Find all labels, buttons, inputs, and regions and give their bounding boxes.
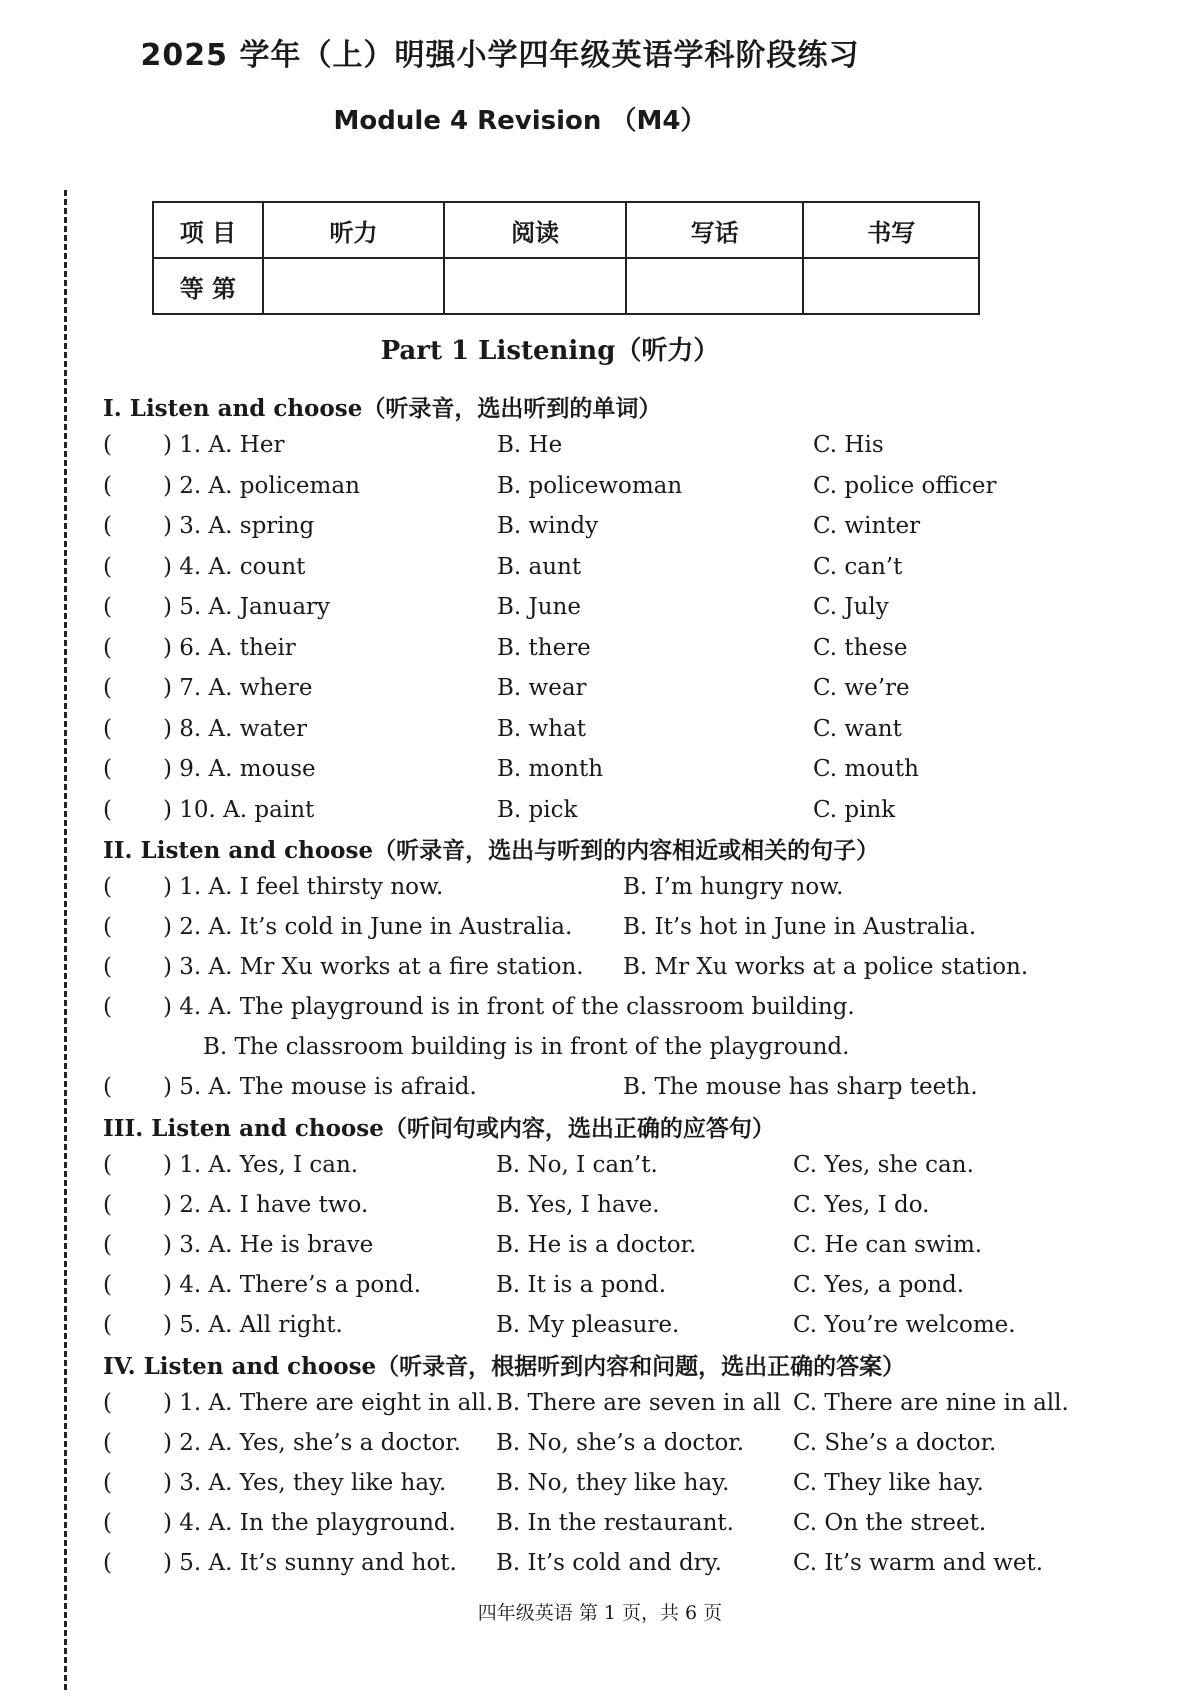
grade-input-handwriting[interactable] <box>803 258 979 314</box>
question-option-b: B. Mr Xu works at a police station. <box>623 954 1029 980</box>
question-option-b: B. month <box>497 756 604 782</box>
section-3-title: III. Listen and choose（听问句或内容，选出正确的应答句） <box>103 1115 775 1142</box>
question-row <box>103 1390 1103 1426</box>
answer-paren[interactable]: ( <box>103 1390 112 1416</box>
question-option-a: ) 1. A. There are eight in all. <box>163 1390 494 1416</box>
question-option-c: C. Yes, I do. <box>793 1192 930 1218</box>
question-option-b: B. In the restaurant. <box>496 1510 734 1536</box>
question-option-b: B. There are seven in all <box>496 1390 781 1416</box>
question-row <box>103 1074 1103 1110</box>
answer-paren[interactable]: ( <box>103 756 112 782</box>
question-option-a: ) 3. A. He is brave <box>163 1232 374 1258</box>
question-row <box>103 432 1103 468</box>
grade-table-header-row <box>153 202 979 258</box>
question-row <box>103 1430 1103 1466</box>
section-1-title: I. Listen and choose（听录音，选出听到的单词） <box>103 395 662 422</box>
grade-table <box>152 201 980 315</box>
question-row <box>103 954 1103 990</box>
question-option-c: C. can’t <box>813 553 903 580</box>
answer-paren[interactable]: ( <box>103 715 112 742</box>
question-option-b: B. what <box>497 715 586 742</box>
question-option-a: ) 5. A. All right. <box>163 1312 343 1338</box>
answer-paren[interactable]: ( <box>103 432 112 458</box>
question-option-a: ) 2. A. It’s cold in June in Australia. <box>163 914 573 940</box>
question-option-b: B. No, they like hay. <box>496 1470 730 1496</box>
question-option-c: C. want <box>813 715 902 742</box>
question-option-c: C. Yes, she can. <box>793 1152 974 1178</box>
question-option-b: B. there <box>497 634 591 661</box>
question-row <box>103 756 1103 792</box>
question-option-a: ) 7. A. where <box>163 675 313 701</box>
question-option-c: C. She’s a doctor. <box>793 1430 997 1456</box>
question-row <box>103 473 1103 509</box>
question-option-c: C. It’s warm and wet. <box>793 1550 1044 1576</box>
question-row <box>103 716 1103 752</box>
question-option-a: ) 1. A. I feel thirsty now. <box>163 874 444 900</box>
question-row <box>103 874 1103 910</box>
answer-paren[interactable]: ( <box>103 594 112 620</box>
answer-paren[interactable]: ( <box>103 914 112 940</box>
question-row <box>103 1232 1103 1268</box>
answer-paren[interactable]: ( <box>103 675 112 701</box>
answer-paren[interactable]: ( <box>103 634 112 661</box>
question-row <box>103 1312 1103 1348</box>
question-option-b: B. No, she’s a doctor. <box>496 1430 745 1456</box>
answer-paren[interactable]: ( <box>103 796 112 823</box>
section-2-title: II. Listen and choose（听录音，选出与听到的内容相近或相关的句子） <box>103 837 880 864</box>
question-row <box>103 675 1103 711</box>
answer-paren[interactable]: ( <box>103 1550 112 1576</box>
question-row <box>103 1550 1103 1586</box>
answer-paren[interactable]: ( <box>103 1152 112 1178</box>
question-option-b: B. My pleasure. <box>496 1312 680 1338</box>
question-option-c: C. these <box>813 634 908 661</box>
question-option-b: B. The classroom building is in front of the playground. <box>203 1034 850 1060</box>
question-option-b: B. policewoman <box>497 472 683 499</box>
grade-input-writing[interactable] <box>626 258 804 314</box>
part-title: Part 1 Listening（听力） <box>380 336 720 366</box>
question-option-b: B. He <box>497 432 563 458</box>
answer-paren[interactable]: ( <box>103 1272 112 1298</box>
answer-paren[interactable]: ( <box>103 1074 112 1100</box>
grade-cell-grade-label: 等 第 <box>153 258 263 314</box>
answer-paren[interactable]: ( <box>103 513 112 539</box>
grade-table-grade-row <box>153 258 979 314</box>
question-row <box>103 513 1103 549</box>
question-option-a: ) 2. A. policeman <box>163 472 360 499</box>
question-option-b: B. The mouse has sharp teeth. <box>623 1074 978 1100</box>
grade-cell-item: 项 目 <box>153 202 263 258</box>
question-option-a: ) 8. A. water <box>163 715 308 742</box>
question-option-b: B. June <box>497 594 581 620</box>
question-option-a: ) 3. A. spring <box>163 513 315 539</box>
grade-cell-handwriting: 书写 <box>803 202 979 258</box>
question-option-b: B. windy <box>497 513 599 539</box>
question-option-a: ) 2. A. Yes, she’s a doctor. <box>163 1430 461 1456</box>
question-option-c: C. They like hay. <box>793 1470 984 1496</box>
answer-paren[interactable]: ( <box>103 1430 112 1456</box>
question-option-b: B. Yes, I have. <box>496 1192 660 1218</box>
question-option-b: B. No, I can’t. <box>496 1152 658 1178</box>
question-row <box>103 594 1103 630</box>
question-option-b: B. He is a doctor. <box>496 1232 697 1258</box>
grade-input-reading[interactable] <box>444 258 626 314</box>
answer-paren[interactable]: ( <box>103 1470 112 1496</box>
question-option-b: B. pick <box>497 796 578 823</box>
answer-paren[interactable]: ( <box>103 472 112 499</box>
question-row <box>103 797 1103 833</box>
question-option-c: C. winter <box>813 513 921 539</box>
question-option-a: ) 4. A. In the playground. <box>163 1510 456 1536</box>
question-option-b: B. It is a pond. <box>496 1272 667 1298</box>
question-option-c: C. Yes, a pond. <box>793 1272 965 1298</box>
question-option-c: C. police officer <box>813 472 997 499</box>
page-title: 2025 学年（上）明强小学四年级英语学科阶段练习 <box>140 38 860 73</box>
question-option-a: ) 10. A. paint <box>163 796 315 823</box>
question-option-c: C. There are nine in all. <box>793 1390 1069 1416</box>
question-row <box>103 994 1103 1030</box>
question-option-a: ) 3. A. Mr Xu works at a fire station. <box>163 954 584 980</box>
question-option-a: ) 5. A. It’s sunny and hot. <box>163 1550 457 1576</box>
question-option-c: C. July <box>813 594 889 620</box>
page-footer: 四年级英语 第 1 页，共 6 页 <box>477 1602 723 1624</box>
question-option-b: B. aunt <box>497 553 582 580</box>
question-row <box>103 914 1103 950</box>
question-option-c: C. You’re welcome. <box>793 1312 1016 1338</box>
answer-paren[interactable]: ( <box>103 874 112 900</box>
question-option-b: B. wear <box>497 675 587 701</box>
question-option-a: ) 4. A. There’s a pond. <box>163 1272 422 1298</box>
question-option-a: ) 5. A. January <box>163 594 331 620</box>
answer-paren[interactable]: ( <box>103 1510 112 1536</box>
question-option-c: C. He can swim. <box>793 1232 983 1258</box>
question-option-a: ) 4. A. count <box>163 553 306 580</box>
answer-paren[interactable]: ( <box>103 1192 112 1218</box>
question-option-a: ) 4. A. The playground is in front of the classroom building. <box>163 994 855 1020</box>
question-row <box>103 1192 1103 1228</box>
question-row <box>103 554 1103 590</box>
answer-paren[interactable]: ( <box>103 553 112 580</box>
grade-cell-reading: 阅读 <box>444 202 626 258</box>
question-option-b: B. It’s cold and dry. <box>496 1550 722 1576</box>
answer-paren[interactable]: ( <box>103 954 112 980</box>
question-option-c: C. On the street. <box>793 1510 987 1536</box>
question-row <box>103 635 1103 671</box>
question-option-c: C. we’re <box>813 675 910 701</box>
question-row <box>103 1152 1103 1188</box>
question-row <box>103 1510 1103 1546</box>
question-option-a: ) 1. A. Her <box>163 432 285 458</box>
question-option-a: ) 6. A. their <box>163 634 296 661</box>
section-4-title: IV. Listen and choose（听录音，根据听到内容和问题，选出正确的答案） <box>103 1353 906 1380</box>
dashed-cut-line <box>64 190 67 1690</box>
question-option-a: ) 5. A. The mouse is afraid. <box>163 1074 477 1100</box>
question-option-a: ) 2. A. I have two. <box>163 1192 369 1218</box>
question-option-a: ) 3. A. Yes, they like hay. <box>163 1470 447 1496</box>
answer-paren[interactable]: ( <box>103 1232 112 1258</box>
question-row <box>103 1272 1103 1308</box>
question-option-c: C. mouth <box>813 756 919 782</box>
question-option-b: B. I’m hungry now. <box>623 874 844 900</box>
page-subtitle: Module 4 Revision （M4） <box>333 106 707 136</box>
question-option-c: C. pink <box>813 796 896 823</box>
question-option-a: ) 1. A. Yes, I can. <box>163 1152 359 1178</box>
question-option-a: ) 9. A. mouse <box>163 756 316 782</box>
question-row <box>103 1470 1103 1506</box>
answer-paren[interactable]: ( <box>103 1312 112 1338</box>
question-option-b: B. It’s hot in June in Australia. <box>623 914 977 940</box>
grade-cell-writing: 写话 <box>626 202 804 258</box>
grade-input-listening[interactable] <box>263 258 445 314</box>
question-row-continued <box>103 1034 1103 1070</box>
grade-cell-listening: 听力 <box>263 202 445 258</box>
question-option-c: C. His <box>813 432 884 458</box>
answer-paren[interactable]: ( <box>103 994 112 1020</box>
